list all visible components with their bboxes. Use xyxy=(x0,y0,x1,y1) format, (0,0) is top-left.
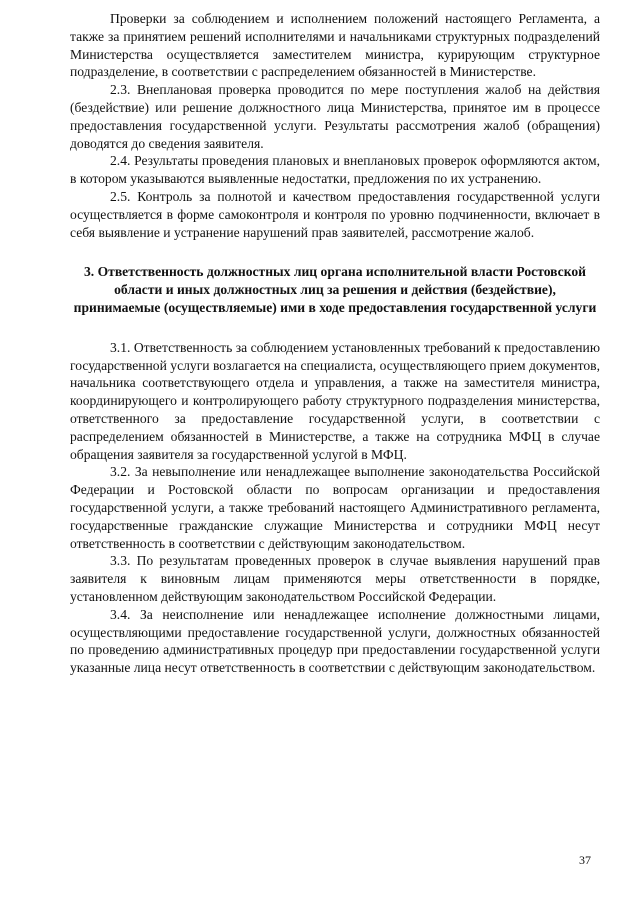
paragraph-inspections-oversight: Проверки за соблюдением и исполнением положений настоящего Регламента, а также за принятием решений исполнителями и начальниками структурных подразделений Министерства осуществляется заместителем министра, курирующим структурное подразделение, в соответствии с распределением обязанностей в Министерстве. xyxy=(70,11,600,80)
section-3-heading: 3. Ответственность должностных лиц органа исполнительной власти Ростовской области и иных должностных лиц за решения и действия (бездействие), принимаемые (осуществляемые) ими в ходе предоставления государственной услуги xyxy=(73,264,597,315)
paragraph-2-4: 2.4. Результаты проведения плановых и внеплановых проверок оформляются актом, в котором указываются выявленные недостатки, предложения по их устранению. xyxy=(70,153,600,187)
paragraph-3-2: 3.2. За невыполнение или ненадлежащее выполнение законодательства Российской Федерации и Ростовской области по вопросам организации и предоставления государственной услуги, а также требований настоящего Административного регламента, государственные гражданские служащие Министерства и сотрудники МФЦ несут ответственность в соответствии с действующим законодательством. xyxy=(70,464,600,551)
paragraph-2-3: 2.3. Внеплановая проверка проводится по мере поступления жалоб на действия (бездействие) или решение должностного лица Министерства, принятое им в процессе предоставления государственной услуги. Результаты рассмотрения жалоб (обращения) доводятся до сведения заявителя. xyxy=(70,82,600,151)
paragraph-3-3: 3.3. По результатам проведенных проверок в случае выявления нарушений прав заявителя к виновным лицам применяются меры ответственности в порядке, установленном действующим законодательством Российской Федерации. xyxy=(70,553,600,604)
paragraph-3-1: 3.1. Ответственность за соблюдением установленных требований к предоставлению государственной услуги возлагается на специалиста, осуществляющего прием документов, начальника соответствующего отдела и управления, а также на заместителя министра, координирующего и контролирующего работу структурного подразделения министерства, ответственного за предоставление государственной услуги, в соответствии с распределением обязанностей в Министерстве, а также на сотрудника МФЦ в случае обращения заявителя за государственной услугой в МФЦ. xyxy=(70,339,600,462)
paragraph-3-4: 3.4. За неисполнение или ненадлежащее исполнение должностными лицами, осуществляющими предоставление государственной услуги, должностных обязанностей по проведению административных процедур при предоставлении государственной услуги указанные лица несут ответственность в соответствии с действующим законодательством. xyxy=(70,606,600,676)
document-page xyxy=(70,10,600,677)
page-number: 37 xyxy=(579,853,591,867)
paragraph-2-5: 2.5. Контроль за полнотой и качеством предоставления государственной услуги осуществляется в форме самоконтроля и контроля по уровню подчиненности, включает в себя выявление и устранение нарушений прав заявителей, рассмотрение жалоб. xyxy=(70,188,600,240)
